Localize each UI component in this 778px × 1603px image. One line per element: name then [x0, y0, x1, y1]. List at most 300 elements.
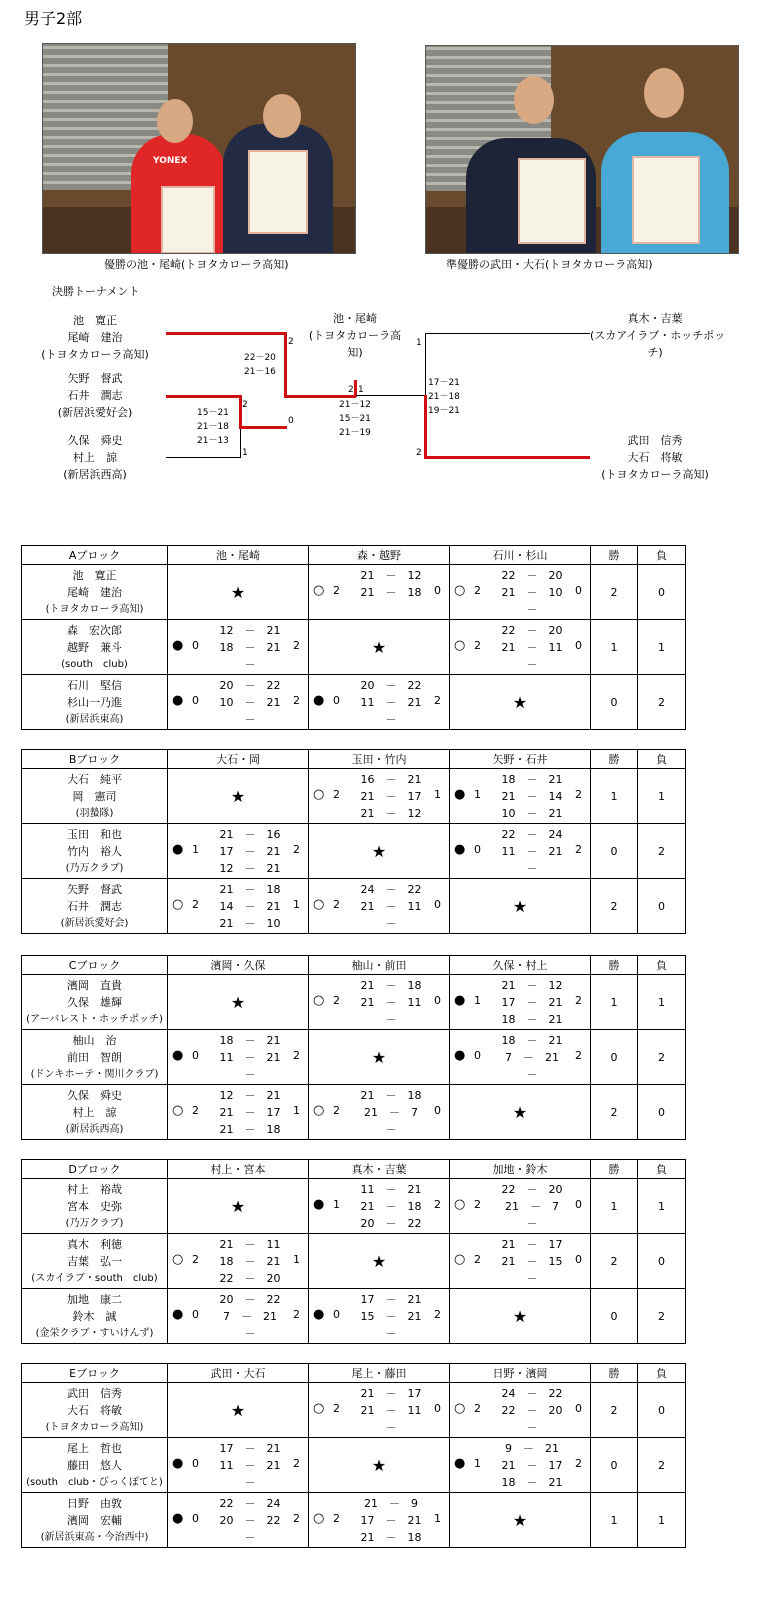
games-lost: 0	[575, 584, 582, 597]
player-cell	[22, 769, 168, 824]
table-row	[22, 1179, 686, 1234]
match-cell	[168, 1493, 309, 1548]
block-header-row	[22, 956, 686, 975]
result-mark-icon: ○	[172, 1252, 184, 1267]
games-lost: 1	[293, 1253, 300, 1266]
game-2-score: 7 － 21	[505, 1051, 559, 1064]
match-cell	[450, 769, 591, 824]
player-team: (羽蟄隊)	[75, 807, 114, 819]
match-cell	[168, 879, 309, 934]
block-name: Dブロック	[22, 1160, 168, 1179]
result-mark-icon: ○	[454, 1252, 466, 1267]
block-team-header: 大石・岡	[168, 750, 309, 769]
self-match-cell	[168, 769, 309, 824]
star-icon: ★	[371, 1455, 387, 1475]
match-cell	[450, 1234, 591, 1289]
bracket-player-3: 久保 舜史 村上 諒 (新居浜西高)	[63, 434, 127, 481]
game-3-score: 20 － 22	[360, 1217, 422, 1230]
match-cell	[450, 975, 591, 1030]
result-mark-icon: ●	[454, 842, 466, 857]
games-lost: 0	[434, 1104, 441, 1117]
game-2-score: 21 － 17	[360, 790, 422, 803]
game-3-score: 21 － 18	[360, 1531, 422, 1544]
game-2-score: 21 － 7	[364, 1106, 418, 1119]
player-team: (アーバレスト・ホッチポッチ)	[26, 1013, 163, 1025]
result-mark-icon: ○	[313, 897, 325, 912]
games-won: 2	[474, 584, 481, 597]
games-won: 1	[474, 994, 481, 1007]
game-1-score: 20 － 22	[360, 679, 422, 692]
losses-cell: 1	[638, 769, 686, 824]
match-cell	[309, 879, 450, 934]
losses-cell: 2	[638, 1438, 686, 1493]
game-1-score: 18 － 21	[219, 1034, 281, 1047]
result-mark-icon: ●	[172, 1456, 184, 1471]
games-won: 2	[333, 1402, 340, 1415]
block-team-header: 真木・吉葉	[309, 1160, 450, 1179]
game-3-score: －	[244, 1327, 256, 1340]
games-lost: 0	[434, 898, 441, 911]
games-won: 2	[474, 639, 481, 652]
star-icon: ★	[230, 786, 246, 806]
games-lost: 2	[293, 1512, 300, 1525]
block-team-header: 加地・鈴木	[450, 1160, 591, 1179]
block-table	[21, 955, 686, 1140]
match-cell	[309, 1289, 450, 1344]
player-cell	[22, 975, 168, 1030]
game-2-score: 21 － 18	[360, 1200, 422, 1213]
win-header: 勝	[591, 956, 638, 975]
result-mark-icon: ○	[454, 638, 466, 653]
table-row	[22, 1438, 686, 1493]
match-cell	[168, 675, 309, 730]
player-cell	[22, 1493, 168, 1548]
games-lost: 0	[575, 1253, 582, 1266]
player-name-2: 大石 将敏	[67, 1403, 122, 1417]
game-1-score: 16 － 21	[360, 773, 422, 786]
player-name-2: 尾崎 建治	[67, 585, 122, 599]
win-header: 勝	[591, 546, 638, 565]
losses-cell: 0	[638, 1085, 686, 1140]
game-3-score: －	[526, 862, 538, 875]
game-1-score: 21 － 16	[219, 828, 281, 841]
game-1-score: 22 － 24	[501, 828, 563, 841]
wins-cell: 1	[591, 1179, 638, 1234]
games-won: 2	[333, 898, 340, 911]
match-cell	[309, 769, 450, 824]
games-lost: 2	[293, 1308, 300, 1321]
match-cell	[450, 565, 591, 620]
player-name-1: 久保 舜史	[67, 1088, 122, 1102]
player-name-1: 玉田 和也	[67, 827, 122, 841]
game-1-score: 9 － 21	[505, 1442, 559, 1455]
losses-cell: 1	[638, 620, 686, 675]
game-1-score: 21 － 12	[501, 979, 563, 992]
game-3-score: 21 － 10	[219, 917, 281, 930]
star-icon: ★	[512, 896, 528, 916]
wins-cell: 0	[591, 1289, 638, 1344]
losses-cell: 1	[638, 975, 686, 1030]
games-won: 2	[333, 584, 340, 597]
wins-cell: 0	[591, 1438, 638, 1493]
player-name-2: 久保 雄輝	[67, 995, 122, 1009]
game-2-score: 11 － 21	[360, 696, 422, 709]
game-3-score: －	[526, 603, 538, 616]
game-1-score: 17 － 21	[219, 1442, 281, 1455]
block-header-row	[22, 1160, 686, 1179]
block-header-row	[22, 546, 686, 565]
game-1-score: 24 － 22	[501, 1387, 563, 1400]
game-3-score: －	[385, 1123, 397, 1136]
block-table	[21, 545, 686, 730]
player-cell	[22, 620, 168, 675]
player-cell	[22, 1438, 168, 1493]
games-won: 2	[474, 1198, 481, 1211]
games-lost: 0	[434, 1402, 441, 1415]
player-name-2: 濱岡 宏輔	[67, 1513, 122, 1527]
result-mark-icon: ●	[172, 842, 184, 857]
bracket-heading: 決勝トーナメント	[52, 285, 140, 298]
game-2-score: 11 － 21	[219, 1459, 281, 1472]
page-title: 男子2部	[24, 9, 83, 28]
semi-left-count-b: 1	[242, 448, 248, 458]
result-mark-icon: ○	[313, 1511, 325, 1526]
game-1-score: 21 － 11	[219, 1238, 281, 1251]
table-row	[22, 824, 686, 879]
match-cell	[450, 824, 591, 879]
player-team: (乃万クラブ)	[65, 862, 124, 874]
player-team: (金栄クラブ・すいけんず)	[35, 1327, 154, 1339]
games-won: 1	[333, 1198, 340, 1211]
player-cell	[22, 675, 168, 730]
wins-cell: 2	[591, 1234, 638, 1289]
right-scores: 17－21 21－18 19－21	[428, 378, 460, 416]
result-mark-icon: ○	[313, 1401, 325, 1416]
games-lost: 1	[434, 788, 441, 801]
player-name-1: 大石 純平	[67, 772, 122, 786]
game-3-score: －	[526, 658, 538, 671]
losses-cell: 0	[638, 1383, 686, 1438]
game-3-score: 22 － 20	[219, 1272, 281, 1285]
match-cell	[168, 1030, 309, 1085]
self-match-cell	[309, 824, 450, 879]
player-name-1: 柚山 治	[72, 1033, 117, 1047]
game-3-score: －	[526, 1217, 538, 1230]
player-team: (新居浜東高・今治西中)	[40, 1531, 149, 1543]
games-lost: 2	[575, 1049, 582, 1062]
player-name-2: 竹内 裕人	[67, 844, 122, 858]
table-row	[22, 1234, 686, 1289]
result-mark-icon: ●	[172, 1511, 184, 1526]
game-1-score: 22 － 24	[219, 1497, 281, 1510]
games-lost: 2	[293, 694, 300, 707]
self-match-cell	[168, 975, 309, 1030]
losses-cell: 0	[638, 1234, 686, 1289]
game-2-score: 11 － 21	[219, 1051, 281, 1064]
game-3-score: －	[526, 1068, 538, 1081]
game-2-score: 15 － 21	[360, 1310, 422, 1323]
block-team-header: 池・尾崎	[168, 546, 309, 565]
game-3-score: －	[244, 1476, 256, 1489]
match-cell	[450, 1030, 591, 1085]
game-3-score: －	[526, 1272, 538, 1285]
match-cell	[450, 620, 591, 675]
player-team: (新居浜愛好会)	[60, 917, 129, 929]
result-mark-icon: ○	[454, 1401, 466, 1416]
player-name-1: 武田 信秀	[67, 1386, 122, 1400]
result-mark-icon: ○	[313, 787, 325, 802]
block-team-header: 尾上・藤田	[309, 1364, 450, 1383]
game-1-score: 22 － 20	[501, 624, 563, 637]
table-row	[22, 565, 686, 620]
player-team: (south club・びっくぽてと)	[26, 1476, 163, 1488]
player-cell	[22, 824, 168, 879]
game-1-score: 12 － 21	[219, 1089, 281, 1102]
game-1-score: 20 － 22	[219, 679, 281, 692]
games-lost: 2	[293, 639, 300, 652]
result-mark-icon: ○	[313, 1103, 325, 1118]
star-icon: ★	[371, 841, 387, 861]
match-cell	[168, 1438, 309, 1493]
games-won: 2	[474, 1253, 481, 1266]
result-mark-icon: ●	[454, 1048, 466, 1063]
game-2-score: 7 － 21	[223, 1310, 277, 1323]
semi-left-count-a: 2	[242, 400, 248, 410]
result-mark-icon: ●	[454, 787, 466, 802]
game-1-score: 12 － 21	[219, 624, 281, 637]
win-header: 勝	[591, 750, 638, 769]
block-team-header: 石川・杉山	[450, 546, 591, 565]
self-match-cell	[450, 879, 591, 934]
wins-cell: 0	[591, 824, 638, 879]
game-3-score: －	[244, 713, 256, 726]
game-2-score: 21 － 17	[501, 1459, 563, 1472]
games-lost: 1	[293, 898, 300, 911]
game-3-score: 18 － 21	[501, 1013, 563, 1026]
game-2-score: 10 － 21	[219, 696, 281, 709]
game-3-score: 18 － 21	[501, 1476, 563, 1489]
game-2-score: 22 － 20	[501, 1404, 563, 1417]
star-icon: ★	[371, 637, 387, 657]
player-name-1: 石川 堅信	[67, 678, 122, 692]
games-won: 0	[333, 1308, 340, 1321]
table-row	[22, 675, 686, 730]
result-mark-icon: ●	[172, 638, 184, 653]
game-3-score: －	[385, 1327, 397, 1340]
game-1-score: 20 － 22	[219, 1293, 281, 1306]
match-cell	[309, 975, 450, 1030]
games-won: 0	[333, 694, 340, 707]
table-row	[22, 1383, 686, 1438]
games-won: 0	[474, 843, 481, 856]
table-row	[22, 1085, 686, 1140]
right-count-a: 1	[416, 338, 422, 348]
block-team-header: 矢野・石井	[450, 750, 591, 769]
player-name-1: 森 宏次郎	[67, 623, 122, 637]
game-2-score: 21 － 11	[360, 1404, 422, 1417]
match-cell	[450, 1179, 591, 1234]
game-3-score: －	[244, 658, 256, 671]
bracket-player-2: 矢野 督武 石井 潤志 (新居浜愛好会)	[57, 372, 133, 419]
player-name-1: 濱岡 直貴	[67, 978, 122, 992]
star-icon: ★	[512, 692, 528, 712]
match-cell	[309, 1383, 450, 1438]
result-mark-icon: ●	[172, 1307, 184, 1322]
game-1-score: 17 － 21	[360, 1293, 422, 1306]
player-name-2: 藤田 悠人	[67, 1458, 122, 1472]
games-lost: 2	[434, 694, 441, 707]
loss-header: 負	[638, 546, 686, 565]
runnerup-caption: 準優勝の武田・大石(トヨタカローラ高知)	[446, 258, 653, 271]
game-2-score: 14 － 21	[219, 900, 281, 913]
player-name-1: 尾上 哲也	[67, 1441, 122, 1455]
star-icon: ★	[512, 1102, 528, 1122]
loss-header: 負	[638, 1160, 686, 1179]
block-team-header: 日野・濱岡	[450, 1364, 591, 1383]
block-name: Bブロック	[22, 750, 168, 769]
player-team: (新居浜東高)	[65, 713, 124, 725]
game-3-score: －	[385, 1421, 397, 1434]
games-won: 2	[333, 1104, 340, 1117]
result-mark-icon: ○	[172, 897, 184, 912]
left-final-count-a: 2	[288, 337, 294, 347]
loss-header: 負	[638, 750, 686, 769]
games-won: 0	[192, 1049, 199, 1062]
games-lost: 1	[434, 1512, 441, 1525]
losses-cell: 1	[638, 1179, 686, 1234]
wins-cell: 0	[591, 675, 638, 730]
result-mark-icon: ●	[313, 1307, 325, 1322]
star-icon: ★	[230, 992, 246, 1012]
games-won: 1	[474, 1457, 481, 1470]
match-cell	[309, 565, 450, 620]
wins-cell: 2	[591, 565, 638, 620]
table-row	[22, 620, 686, 675]
player-name-2: 鈴木 誠	[72, 1309, 117, 1323]
shirt-logo: YONEX	[153, 156, 188, 166]
games-won: 0	[192, 1308, 199, 1321]
losses-cell: 2	[638, 824, 686, 879]
star-icon: ★	[230, 1196, 246, 1216]
player-cell	[22, 1289, 168, 1344]
game-2-score: 21 － 11	[501, 641, 563, 654]
game-2-score: 21 － 15	[501, 1255, 563, 1268]
player-name-1: 真木 利徳	[67, 1237, 122, 1251]
game-1-score: 21 － 18	[219, 883, 281, 896]
games-lost: 0	[575, 1198, 582, 1211]
result-mark-icon: ●	[172, 693, 184, 708]
star-icon: ★	[371, 1047, 387, 1067]
self-match-cell	[309, 620, 450, 675]
games-lost: 2	[575, 1457, 582, 1470]
table-row	[22, 1289, 686, 1344]
match-cell	[309, 1493, 450, 1548]
games-lost: 0	[575, 1402, 582, 1415]
self-match-cell	[309, 1438, 450, 1493]
player-name-2: 吉葉 弘一	[67, 1254, 122, 1268]
bracket-champion: 池・尾崎 (トヨタカローラ高 知)	[308, 312, 402, 359]
game-1-score: 24 － 22	[360, 883, 422, 896]
match-cell	[450, 1383, 591, 1438]
game-2-score: 18 － 21	[219, 641, 281, 654]
block-team-header: 久保・村上	[450, 956, 591, 975]
winner-photo	[42, 43, 356, 254]
games-won: 2	[333, 994, 340, 1007]
games-won: 2	[333, 1512, 340, 1525]
block-header-row	[22, 750, 686, 769]
game-1-score: 21 － 18	[360, 1089, 422, 1102]
game-1-score: 11 － 21	[360, 1183, 422, 1196]
match-cell	[309, 1179, 450, 1234]
games-lost: 0	[434, 994, 441, 1007]
game-2-score: 17 － 21	[360, 1514, 422, 1527]
games-won: 2	[192, 1104, 199, 1117]
block-team-header: 森・越野	[309, 546, 450, 565]
game-3-score: 12 － 21	[219, 862, 281, 875]
player-name-1: 矢野 督武	[67, 882, 122, 896]
table-row	[22, 879, 686, 934]
games-lost: 2	[434, 1198, 441, 1211]
game-1-score: 21 － 12	[360, 569, 422, 582]
win-header: 勝	[591, 1364, 638, 1383]
game-1-score: 21 － 17	[501, 1238, 563, 1251]
game-1-score: 18 － 21	[501, 773, 563, 786]
player-name-1: 加地 康二	[67, 1292, 122, 1306]
table-row	[22, 1030, 686, 1085]
game-1-score: 21 － 9	[364, 1497, 418, 1510]
wins-cell: 1	[591, 975, 638, 1030]
wins-cell: 0	[591, 1030, 638, 1085]
self-match-cell	[450, 1289, 591, 1344]
games-lost: 0	[575, 639, 582, 652]
player-name-1: 村上 裕哉	[67, 1182, 122, 1196]
result-mark-icon: ●	[313, 1197, 325, 1212]
block-name: Eブロック	[22, 1364, 168, 1383]
player-cell	[22, 1085, 168, 1140]
player-name-2: 前田 智朗	[67, 1050, 122, 1064]
game-1-score: 21 － 17	[360, 1387, 422, 1400]
loss-header: 負	[638, 1364, 686, 1383]
games-won: 2	[192, 898, 199, 911]
result-mark-icon: ○	[172, 1103, 184, 1118]
player-team: (トヨタカローラ高知)	[45, 603, 144, 615]
loss-header: 負	[638, 956, 686, 975]
games-won: 1	[192, 843, 199, 856]
match-cell	[309, 675, 450, 730]
games-won: 0	[474, 1049, 481, 1062]
games-lost: 2	[575, 788, 582, 801]
wins-cell: 2	[591, 879, 638, 934]
player-team: (新居浜西高)	[65, 1123, 124, 1135]
self-match-cell	[168, 565, 309, 620]
final-count-right: 1	[358, 385, 364, 395]
runnerup-photo	[425, 45, 739, 254]
losses-cell: 0	[638, 879, 686, 934]
game-3-score: 21 － 12	[360, 807, 422, 820]
games-won: 2	[333, 788, 340, 801]
game-1-score: 22 － 20	[501, 569, 563, 582]
player-name-2: 宮本 史弥	[67, 1199, 122, 1213]
games-won: 0	[192, 694, 199, 707]
block-name: Cブロック	[22, 956, 168, 975]
game-3-score: －	[244, 1068, 256, 1081]
game-1-score: 18 － 21	[501, 1034, 563, 1047]
table-row	[22, 769, 686, 824]
player-cell	[22, 1030, 168, 1085]
games-lost: 2	[293, 1049, 300, 1062]
games-lost: 2	[434, 1308, 441, 1321]
block-team-header: 武田・大石	[168, 1364, 309, 1383]
